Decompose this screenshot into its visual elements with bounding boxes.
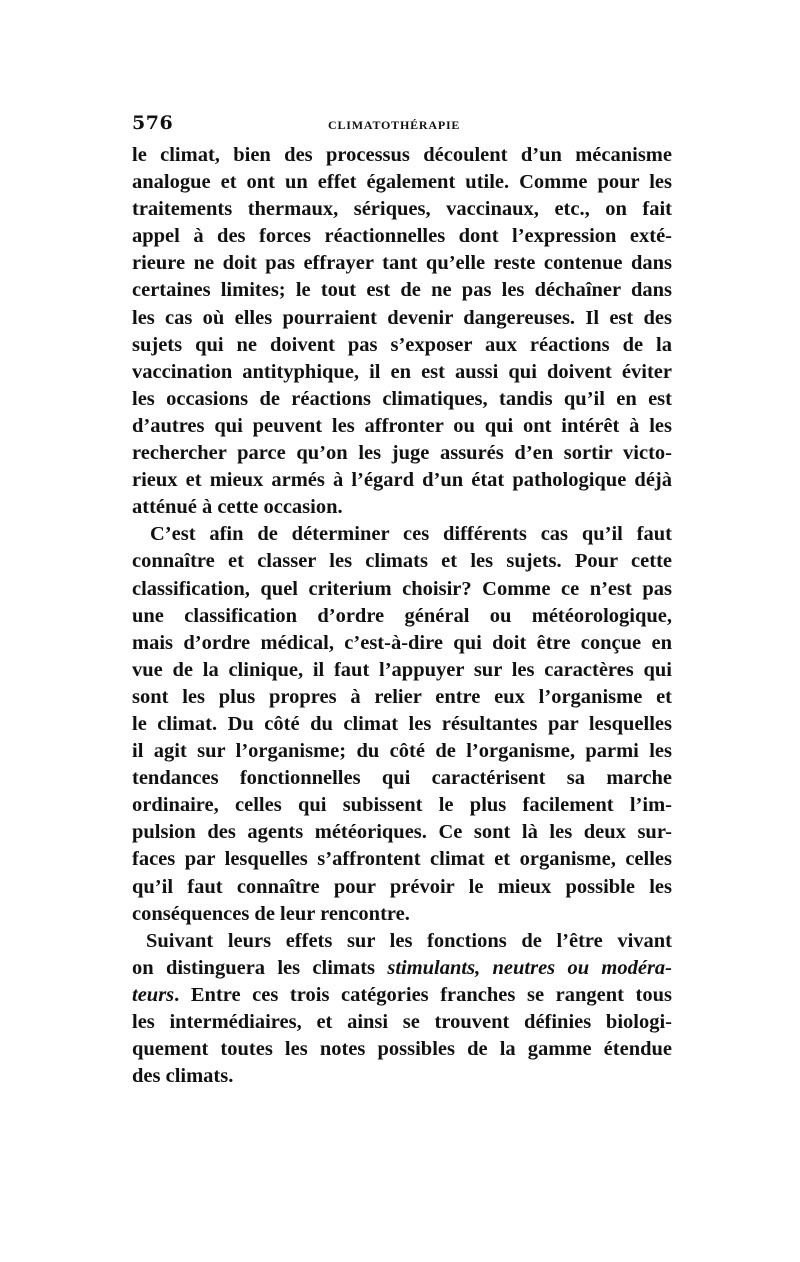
- text-line: traitements thermaux, sériques, vaccinaux, etc., on fait: [132, 198, 672, 221]
- page-number: 576: [132, 112, 174, 134]
- text-line: le climat. Du côté du climat les résultantes par lesquelles: [132, 712, 672, 735]
- text-line: conséquences de leur rencontre.: [132, 902, 410, 925]
- text-line: certaines limites; le tout est de ne pas les déchaîner dans: [132, 279, 672, 302]
- text-line: vue de la clinique, il faut l’appuyer sur les caractères qui: [132, 658, 672, 681]
- text-line: qu’il faut connaître pour prévoir le mieux possible les: [132, 875, 672, 898]
- text-line: tendances fonctionnelles qui caractérisent sa marche: [132, 767, 672, 790]
- text-line-mixed: [132, 982, 672, 1009]
- text-line: analogue et ont un effet également utile. Comme pour les: [132, 171, 672, 194]
- text-line: vaccination antityphique, il en est aussi qui doivent éviter: [132, 360, 672, 383]
- text-line: ordinaire, celles qui subissent le plus facilement l’im-: [132, 794, 672, 817]
- italic-text: teurs: [132, 983, 175, 1006]
- italic-text: stimulants, neutres ou modéra-: [387, 956, 672, 979]
- text-line: rieux et mieux armés à l’égard d’un état pathologique déjà: [132, 469, 672, 492]
- text-line: quement toutes les notes possibles de la gamme étendue: [132, 1038, 672, 1061]
- body-text: [132, 142, 672, 1090]
- text-line: rechercher parce qu’on les juge assurés d’en sortir victo-: [132, 442, 672, 465]
- text-line: connaître et classer les climats et les sujets. Pour cette: [132, 550, 672, 573]
- text-line: Suivant leurs effets sur les fonctions de l’être vivant: [146, 929, 672, 952]
- text-line: mais d’ordre médical, c’est-à-dire qui doit être conçue en: [132, 631, 672, 654]
- text-line: les intermédiaires, et ainsi se trouvent définies biologi-: [132, 1011, 672, 1033]
- text-line: appel à des forces réactionnelles dont l’expression exté-: [132, 225, 672, 248]
- page-header: [132, 112, 672, 142]
- text-fragment: . Entre ces trois catégories franches se rangent tous: [174, 983, 672, 1006]
- text-line: des climats.: [132, 1065, 234, 1088]
- text-line: une classification d’ordre général ou météorologique,: [132, 604, 672, 627]
- running-title: CLIMATOTHÉRAPIE: [328, 118, 461, 132]
- text-line: classification, quel criterium choisir? Comme ce n’est pas: [132, 577, 672, 600]
- text-line: rieure ne doit pas effrayer tant qu’elle reste contenue dans: [132, 252, 672, 275]
- text-line: sont les plus propres à relier entre eux l’organisme et: [132, 685, 672, 708]
- text-line: C’est afin de déterminer ces différents cas qu’il faut: [150, 523, 672, 546]
- text-line: pulsion des agents météoriques. Ce sont là les deux sur-: [132, 821, 672, 844]
- text-line: les occasions de réactions climatiques, tandis qu’il en est: [132, 387, 672, 410]
- text-line: les cas où elles pourraient devenir dangereuses. Il est des: [132, 306, 672, 329]
- text-line: atténué à cette occasion.: [132, 496, 343, 519]
- text-line: d’autres qui peuvent les affronter ou qui ont intérêt à les: [132, 414, 672, 437]
- text-line: il agit sur l’organisme; du côté de l’organisme, parmi les: [132, 740, 672, 763]
- text-line-mixed: [132, 955, 672, 982]
- text-line: le climat, bien des processus découlent d’un mécanisme: [132, 144, 672, 166]
- text-line: sujets qui ne doivent pas s’exposer aux réactions de la: [132, 333, 672, 356]
- text-line: faces par lesquelles s’affrontent climat et organisme, celles: [132, 848, 672, 871]
- text-fragment: on distinguera les climats: [132, 956, 376, 979]
